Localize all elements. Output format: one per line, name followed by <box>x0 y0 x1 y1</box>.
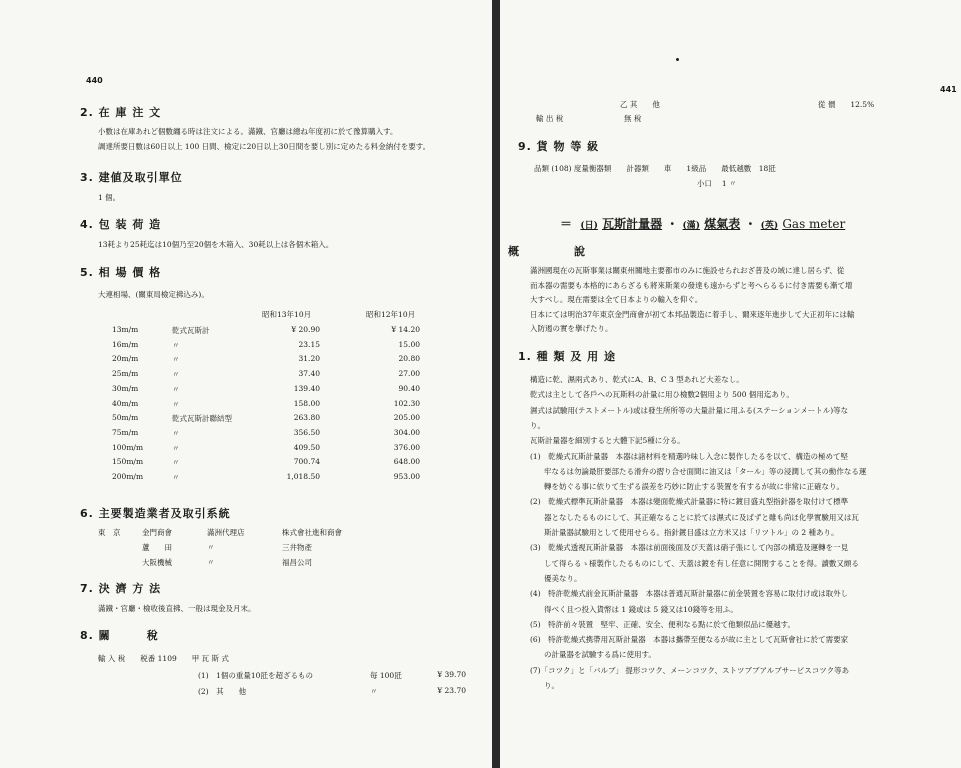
price-row-type: 〃 <box>172 458 180 468</box>
section-1-line: (3) 乾燥式透視瓦斯計量器 本器は前面後面及び天蓋は硝子張にして內部の構造及運轉を一見 <box>530 543 849 553</box>
item-title <box>560 215 845 232</box>
maker-name: 大阪機械 <box>142 558 172 567</box>
maker-city: 東 京 <box>98 528 121 537</box>
overview-line: 大すべし。現在需要は全て日本よりの輸入を仰ぐ。 <box>530 295 703 304</box>
price-row-1938: 263.80 <box>293 413 320 423</box>
section-1-line: (7)「コツク」と「バルブ」 提形コツク、メーンコツク、ストツブブアルブサービスコツク等あ <box>530 665 850 675</box>
ink-dot <box>676 58 679 61</box>
price-row-1937: 376.00 <box>393 442 420 452</box>
price-row-1937: 648.00 <box>393 457 420 467</box>
section-1-line: り。 <box>544 681 559 690</box>
maker-agent: 株式會社進和商會 <box>282 528 342 537</box>
price-row-type: 〃 <box>172 428 180 438</box>
price-row-type: 乾式瓦斯計 <box>172 326 210 335</box>
section-1-line: して得らるゝ様製作したるものにして、天蓋は鍍を有し任意に開閉することを得。讀數又頗る <box>544 558 859 568</box>
section-1-line: (2) 乾燥式標準瓦斯計量器 本器は變面乾燥式計量器に特に鍍目盛丸型指針器を取付けて標準 <box>530 497 849 507</box>
price-row-type: 乾式瓦斯計聯結型 <box>172 414 232 424</box>
section-1-line: 轉を妨ぐる事に依りて生ずる誤差を巧妙に防止する裝置を有するが故に非常に正確なり。 <box>544 482 844 492</box>
price-row-1937: 20.80 <box>398 354 420 364</box>
price-row-size: 13m/m <box>112 325 139 334</box>
section-1-line: 牢なるは勿論最肝要部たる滑弁の摺り合せ面間に油又は「タール」等の浸潤して其の動作なる運 <box>544 466 867 476</box>
section-9-heading: 9. 貨 物 等 級 <box>518 140 600 153</box>
tariff-row-label: (2) 其 他 <box>198 687 247 696</box>
price-row-type: 〃 <box>172 384 180 394</box>
section-1-line: 濕式は試驗用(テストメートル)或は發生所所等の大量計量に用ふる(ステーションメートル)等な <box>530 405 849 415</box>
section-8-heading: 8. 關 稅 <box>80 629 159 642</box>
price-row-1938: 158.00 <box>293 398 320 408</box>
section-2-line-2: 調達所要日數は60日以上 100 日間、檢定に20日以上30日間を要し別に定めたる料金納付を要す。 <box>98 142 431 151</box>
price-row-size: 75m/m <box>112 427 139 437</box>
section-5-heading: 5. 相 場 價 格 <box>80 266 162 279</box>
maker-role: 滿洲代理店 <box>207 528 245 537</box>
tariff-row-price: ¥ 23.70 <box>437 686 466 695</box>
title-sep-1: ・ <box>666 217 679 231</box>
price-row-type: 〃 <box>172 473 180 482</box>
price-row-1938: 409.50 <box>293 442 320 452</box>
section-1-line: 器となしたるものにして、其正確なることに於ては濕式に及ばずと雖も尚ほ化學實驗用又は瓦 <box>544 512 859 522</box>
price-row-1937: 27.00 <box>398 369 420 379</box>
section-1-line: 構造に乾、濕兩式あり、乾式にA、B、C 3 型あれど大差なし。 <box>530 375 744 384</box>
section-4-heading: 4. 包 装 荷 造 <box>80 218 162 231</box>
price-row-1937: 205.00 <box>393 413 420 423</box>
title-en: Gas meter <box>782 217 846 231</box>
price-row-size: 100m/m <box>112 442 144 452</box>
title-jp: 瓦斯計量器 <box>602 217 663 231</box>
section-3-heading: 3. 建値及取引單位 <box>80 171 183 184</box>
section-1-line: の計量器を試驗する爲に使用す。 <box>544 650 656 660</box>
price-row-1938: ¥ 20.90 <box>291 325 320 334</box>
price-row-type: 〃 <box>172 355 180 365</box>
section-1-heading: 1. 種 類 及 用 途 <box>518 350 616 363</box>
price-column-1938: 昭和13年10月 <box>262 310 312 319</box>
section-1-line: 得べく且つ投入貨幣は 1 錢或は 5 錢又は10錢等を用ふ。 <box>544 604 738 614</box>
page-number-left: 440 <box>86 76 103 85</box>
price-row-1938: 1,018.50 <box>286 472 320 481</box>
section-9-line-1: 品類 (108) 度量衡器類 計器類 車 1級品 最低越數 18瓩 <box>534 164 776 173</box>
maker-name: 金門商會 <box>142 528 172 537</box>
title-cn-tag: (滿) <box>682 221 701 231</box>
export-tax-value: 無 稅 <box>624 114 642 123</box>
maker-agent: 福昌公司 <box>282 558 312 567</box>
overview-line: 日本にては明治37年東京金門商會が初て本邦品製造に着手し、爾來逐年進步して大正初年には輸 <box>530 309 855 319</box>
price-row-1938: 31.20 <box>298 354 320 364</box>
price-row-1937: 15.00 <box>398 339 420 349</box>
price-row-size: 200m/m <box>112 472 144 481</box>
export-tax-label: 輸 出 稅 <box>536 114 564 123</box>
section-1-line: 瓦斯計量器を細別すると大體下記5種に分る。 <box>530 436 685 446</box>
maker-role: 〃 <box>207 558 215 567</box>
price-row-1937: ¥ 14.20 <box>391 325 420 334</box>
section-7-line: 滿鐵・官廳・檢收後直拂、一般は現金及月末。 <box>98 604 256 613</box>
overview-line: 而本器の需要も本格的にあらざるも將來斯業の發達も遠からずと考へらるるに付き需要も漸て增 <box>530 280 853 290</box>
tariff-header: 輸 入 稅 税番 1109 甲 瓦 斯 式 <box>98 654 229 663</box>
title-jp-tag: (日) <box>580 221 598 231</box>
price-row-type: 〃 <box>172 443 180 453</box>
tariff-ad-valorem: 從 價 12.5% <box>818 100 875 109</box>
price-row-size: 20m/m <box>112 354 139 364</box>
price-row-size: 30m/m <box>112 383 139 393</box>
section-7-heading: 7. 決 濟 方 法 <box>80 582 162 595</box>
price-row-type: 〃 <box>172 370 180 380</box>
price-row-type: 〃 <box>172 399 180 409</box>
price-row-size: 40m/m <box>112 398 139 408</box>
right-page <box>500 0 961 768</box>
overview-heading: 概 說 <box>508 245 585 258</box>
maker-agent: 三井物產 <box>282 543 312 552</box>
price-row-1937: 102.30 <box>393 398 420 408</box>
section-1-line: (1) 乾燥式瓦斯計量器 本器は諸材料を精選吟味し入念に製作したるを以て、構造の極めて堅 <box>530 451 848 461</box>
price-row-size: 16m/m <box>112 339 139 349</box>
price-row-1938: 37.40 <box>298 369 320 379</box>
section-1-line: り。 <box>530 420 545 430</box>
title-en-tag: (英) <box>760 221 779 231</box>
maker-role: 〃 <box>207 543 215 552</box>
section-1-line: 乾式は主として各戶への瓦斯料の計量に用ひ檢數2個用より 500 個用迄あり。 <box>530 390 794 400</box>
price-row-size: 150m/m <box>112 457 144 467</box>
section-1-line: (5) 特許前々裝置 堅牢、正確、安全、便利なる點に於て他類似品に優越す。 <box>530 619 796 629</box>
section-1-line: (6) 特許乾燥式携帶用瓦斯計量器 本器は攜帶至便なるが故に主として瓦斯會社に於て需要家 <box>530 635 849 645</box>
tariff-row-price: ¥ 39.70 <box>437 670 466 679</box>
book-gutter <box>492 0 500 768</box>
section-6-heading: 6. 主要製造業者及取引系統 <box>80 507 231 520</box>
price-row-1938: 139.40 <box>293 383 320 393</box>
overview-line: 滿洲國現在の瓦斯事業は關東州關地主要都市のみに施設せられおざ普及の域に達し居らず、從 <box>530 266 845 275</box>
title-cn: 煤氣表 <box>704 217 741 231</box>
price-row-1938: 23.15 <box>298 339 320 349</box>
title-prefix: ＝ <box>560 217 573 231</box>
section-3-line: 1 個。 <box>98 193 121 202</box>
price-row-size: 50m/m <box>112 413 139 423</box>
section-5-intro: 大連相場、(關東局檢定拂込み)。 <box>98 290 209 299</box>
section-1-line: 優美なり。 <box>544 573 582 583</box>
maker-name: 蘆 田 <box>142 543 172 552</box>
price-column-1937: 昭和12年10月 <box>366 310 416 319</box>
title-sep-2: ・ <box>744 217 757 231</box>
section-2-heading: 2. 在 庫 注 文 <box>80 106 162 119</box>
section-1-line: (4) 特許乾燥式前金瓦斯計量器 本器は普通瓦斯計量器に前金裝置を容易に取付け或は取外し <box>530 589 849 599</box>
section-2-line-1: 小數は在庫あれど個數纏る時は注文による。滿鐵、官廳は總ね年度初に於て豫算購入す。 <box>98 127 398 136</box>
tariff-row-label: (1) 1個の重量10瓩を超ざるもの <box>198 671 313 680</box>
price-row-1938: 356.50 <box>293 427 320 437</box>
section-9-line-2: 小口 1 〃 <box>697 179 737 188</box>
section-4-line: 13耗より25耗迄は10個乃至20個を木箱入、30耗以上は各個木箱入。 <box>98 240 334 249</box>
price-row-1937: 953.00 <box>393 472 420 481</box>
page-number-right: 441 <box>940 85 957 94</box>
tariff-row-unit: 毎 100瓩 <box>370 671 402 680</box>
tariff-row-unit: 〃 <box>370 687 378 696</box>
tariff-other-line: 乙 其 他 <box>620 100 660 109</box>
section-1-line: 斯計量器試驗用として使用せらる。指針鍍目盛は立方米又は「リツトル」の 2 種あり。 <box>544 528 839 537</box>
price-row-type: 〃 <box>172 340 180 350</box>
price-row-1937: 304.00 <box>393 427 420 437</box>
price-row-1937: 90.40 <box>398 383 420 393</box>
price-row-1938: 700.74 <box>293 457 320 467</box>
price-row-size: 25m/m <box>112 369 139 379</box>
overview-line: 入防遏の實を擧げたり。 <box>530 324 613 333</box>
